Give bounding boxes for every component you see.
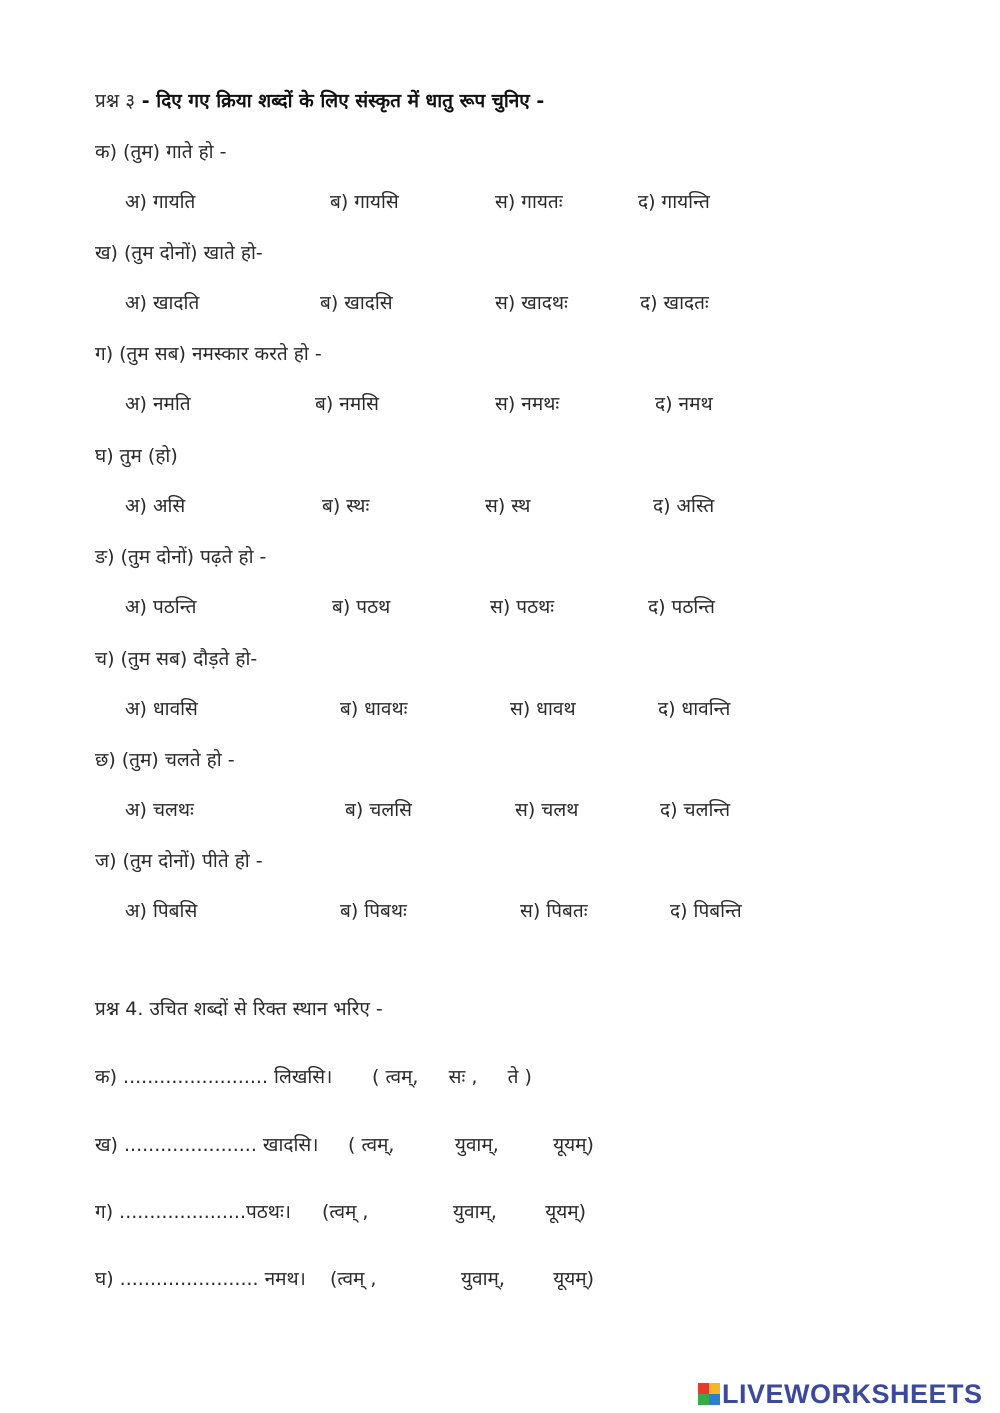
answer-option[interactable]: द) धावन्ति [658,698,731,720]
fill-blank-choices: ( त्वम्, युवाम्, यूयम्) [348,1134,594,1156]
fill-blank-choices: (त्वम् , युवाम्, यूयम्) [322,1201,587,1223]
answer-option[interactable]: ब) धावथः [340,698,408,720]
fill-blank-choices: (त्वम् , युवाम्, यूयम्) [330,1268,595,1290]
answer-option[interactable]: स) नमथः [495,393,560,415]
question-3-heading [95,89,544,113]
answer-option[interactable]: ब) पठथ [332,596,391,618]
liveworksheets-logo-icon [698,1383,720,1405]
answer-option[interactable]: ब) पिबथः [340,900,407,922]
answer-option[interactable]: अ) असि [125,495,186,517]
question-4-heading: प्रश्न 4. उचित शब्दों से रिक्त स्थान भरिए - [95,998,383,1020]
answer-option[interactable]: अ) खादति [125,292,200,314]
question-3-item-label: ङ) (तुम दोनों) पढ़ते हो - [95,546,267,568]
answer-option[interactable]: ब) खादसि [320,292,393,314]
answer-option[interactable]: स) चलथ [515,799,579,821]
fill-blank-sentence[interactable]: क) ........................ लिखसि। [95,1066,333,1088]
answer-option[interactable]: ब) स्थः [322,495,370,517]
question-3-item-label: छ) (तुम) चलते हो - [95,749,235,771]
answer-option[interactable]: अ) पठन्ति [125,596,197,618]
answer-option[interactable]: ब) चलसि [345,799,413,821]
question-3-item-label: क) (तुम) गाते हो - [95,141,227,163]
answer-option[interactable]: द) खादतः [640,292,709,314]
answer-option[interactable]: अ) चलथः [125,799,194,821]
answer-option[interactable]: द) पठन्ति [648,596,715,618]
answer-option[interactable]: अ) नमति [125,393,191,415]
question-3-title: - दिए गए क्रिया शब्दों के लिए संस्कृत में धातु रूप चुनिए - [135,90,545,112]
answer-option[interactable]: अ) धावसि [125,698,198,720]
answer-option[interactable]: अ) गायति [125,191,196,213]
answer-option[interactable]: ब) नमसि [315,393,379,415]
liveworksheets-logo [698,1380,983,1408]
answer-option[interactable]: स) गायतः [495,191,563,213]
fill-blank-sentence[interactable]: ख) ...................... खादसि। [95,1134,319,1156]
answer-option[interactable]: स) खादथः [495,292,568,314]
logo-square-red [698,1383,709,1394]
answer-option[interactable]: द) नमथ [655,393,713,415]
question-3-item-label: ज) (तुम दोनों) पीते हो - [95,850,263,872]
answer-option[interactable]: ब) गायसि [330,191,399,213]
answer-option[interactable]: द) चलन्ति [660,799,731,821]
answer-option[interactable]: अ) पिबसि [125,900,198,922]
question-3-item-label: ग) (तुम सब) नमस्कार करते हो - [95,343,322,365]
logo-square-green [698,1394,709,1405]
answer-option[interactable]: स) धावथ [510,698,576,720]
fill-blank-sentence[interactable]: घ) ....................... नमथ। [95,1268,306,1290]
question-3-item-label: च) (तुम सब) दौड़ते हो- [95,648,258,670]
answer-option[interactable]: स) पिबतः [520,900,588,922]
question-3-item-label: ख) (तुम दोनों) खाते हो- [95,242,263,264]
question-3-item-label: घ) तुम (हो) [95,445,178,467]
liveworksheets-logo-text: LIVEWORKSHEETS [722,1378,983,1409]
answer-option[interactable]: द) अस्ति [653,495,715,517]
logo-square-yellow [709,1383,720,1394]
answer-option[interactable]: स) स्थ [485,495,531,517]
answer-option[interactable]: स) पठथः [490,596,555,618]
question-3-prefix: प्रश्न ३ [95,90,136,112]
logo-square-blue [709,1394,720,1405]
answer-option[interactable]: द) गायन्ति [638,191,710,213]
answer-option[interactable]: द) पिबन्ति [670,900,742,922]
fill-blank-choices: ( त्वम्, सः , ते ) [372,1066,532,1088]
fill-blank-sentence[interactable]: ग) .....................पठथः। [95,1201,291,1223]
